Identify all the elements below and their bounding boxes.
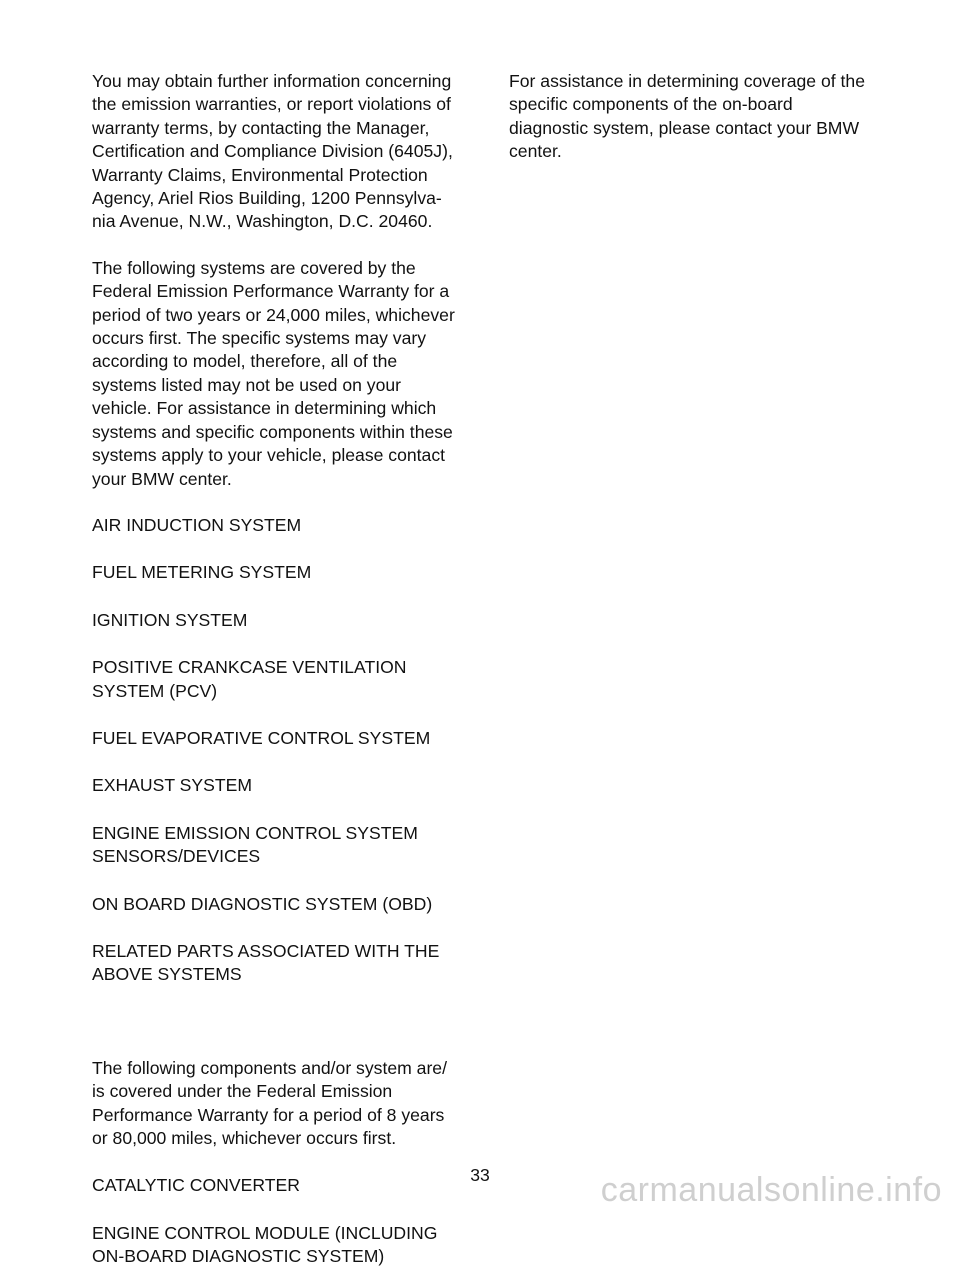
system-item: ENGINE EMISSION CONTROL SYSTEM SENSORS/DEVICES (92, 822, 418, 867)
contact-paragraph: You may obtain further information concerning the emission warranties, or report violations of warranty terms, by contacting the Manager, Certification and Compliance Division (6405J), Warranty Claims, Environmental Protection Agency, Ariel Rios Building, 1200 Pennsylva- nia Avenue, N.W., Washington, D.C. 20460. (92, 71, 453, 232)
system-item: FUEL METERING SYSTEM (92, 562, 312, 583)
component-item: CATALYTIC CONVERTER (92, 1175, 300, 1196)
system-item: ON BOARD DIAGNOSTIC SYSTEM (OBD) (92, 893, 433, 914)
right-column (509, 70, 901, 164)
assistance-paragraph: For assistance in determining coverage of the specific components of the on-board diagnostic system, please contact your BMW center. (509, 71, 865, 162)
system-item: RELATED PARTS ASSOCIATED WITH THE ABOVE SYSTEMS (92, 940, 440, 985)
systems-intro-paragraph: The following systems are covered by the Federal Emission Performance Warranty for a period of two years or 24,000 miles, whichever occurs first. The specific systems may vary according to model, therefore, all of the systems listed may not be used on your vehicle. For assistance in determining which systems and specific components within these systems apply to your vehicle, please contact your BMW center. (92, 257, 455, 489)
watermark: carmanualsonline.info (600, 1171, 942, 1209)
page-number: 33 (470, 1165, 490, 1185)
system-item: FUEL EVAPORATIVE CONTROL SYSTEM (92, 727, 431, 748)
system-item: IGNITION SYSTEM (92, 609, 248, 630)
system-item: AIR INDUCTION SYSTEM (92, 514, 302, 535)
left-column (92, 70, 484, 1269)
components-intro-paragraph: The following components and/or system are/ is covered under the Federal Emission Performance Warranty for a period of 8 years or 80,000 miles, whichever occurs first. (92, 1057, 447, 1148)
system-item: EXHAUST SYSTEM (92, 775, 253, 796)
component-item: ENGINE CONTROL MODULE (INCLUDING ON-BOARD DIAGNOSTIC SYSTEM) (92, 1222, 438, 1267)
system-item: POSITIVE CRANKCASE VENTILATION SYSTEM (PCV) (92, 657, 407, 701)
